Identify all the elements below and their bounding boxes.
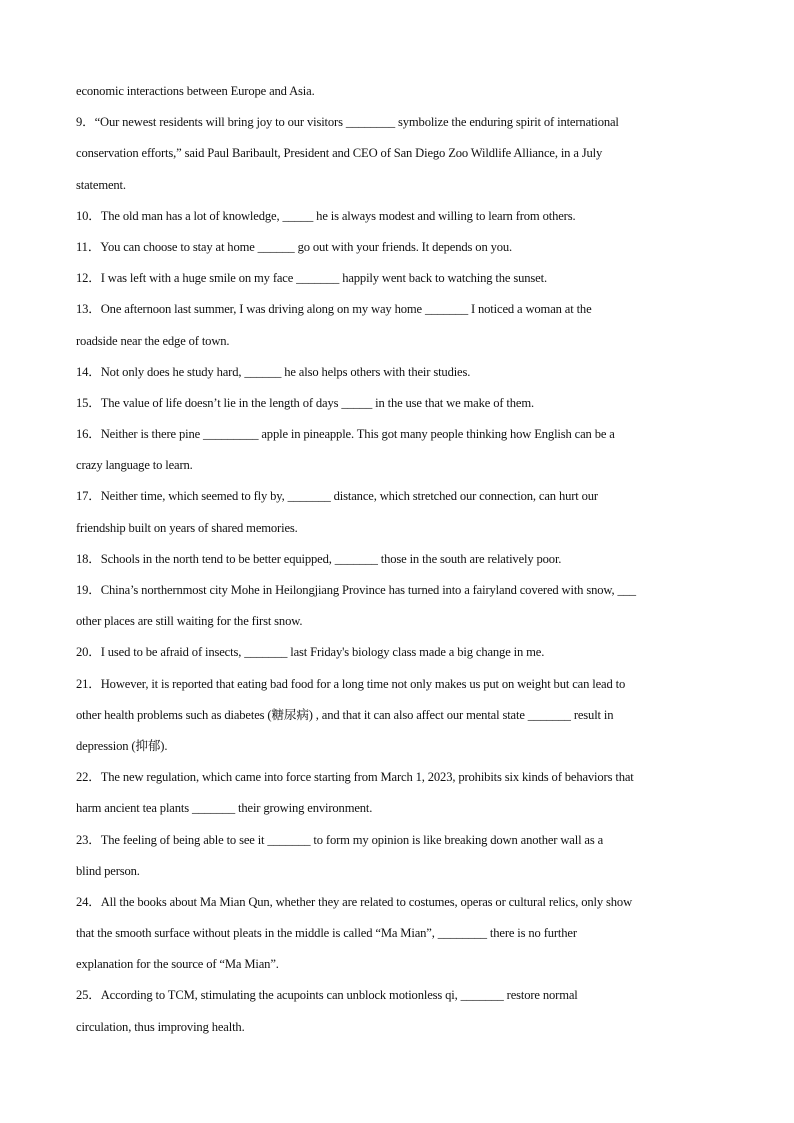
text-line: depression (抑郁). bbox=[76, 738, 168, 753]
text-line: friendship built on years of shared memories. bbox=[76, 520, 298, 535]
text-line: roadside near the edge of town. bbox=[76, 333, 230, 348]
text-line: statement. bbox=[76, 177, 126, 192]
question-20: 20．I used to be afraid of insects, _______ last Friday's biology class made a big change in me. bbox=[76, 645, 545, 660]
question-17: 17．Neither time, which seemed to fly by, _______ distance, which stretched our connection, can hurt our bbox=[76, 489, 598, 504]
question-15: 15．The value of life doesn’t lie in the length of days _____ in the use that we make of them. bbox=[76, 395, 534, 410]
question-12: 12．I was left with a huge smile on my face _______ happily went back to watching the sunset. bbox=[76, 271, 547, 286]
question-22: 22．The new regulation, which came into force starting from March 1, 2023, prohibits six kinds of behaviors that bbox=[76, 770, 634, 785]
text-line: crazy language to learn. bbox=[76, 458, 193, 473]
text-line: explanation for the source of “Ma Mian”. bbox=[76, 957, 279, 972]
question-25: 25．According to TCM, stimulating the acupoints can unblock motionless qi, _______ restore normal bbox=[76, 988, 578, 1003]
text-line: other places are still waiting for the first snow. bbox=[76, 614, 303, 629]
question-19: 19．China’s northernmost city Mohe in Heilongjiang Province has turned into a fairyland covered with snow, ___ bbox=[76, 583, 636, 597]
text-line: harm ancient tea plants _______ their growing environment. bbox=[76, 801, 373, 816]
question-14: 14．Not only does he study hard, ______ he also helps others with their studies. bbox=[76, 364, 471, 379]
question-10: 10．The old man has a lot of knowledge, _____ he is always modest and willing to learn from others. bbox=[76, 208, 576, 223]
question-18: 18．Schools in the north tend to be better equipped, _______ those in the south are relatively poor. bbox=[76, 551, 562, 566]
question-13: 13．One afternoon last summer, I was driving along on my way home _______ I noticed a woman at the bbox=[76, 302, 592, 317]
text-line: conservation efforts,” said Paul Baribault, President and CEO of San Diego Zoo Wildlife Alliance, in a July bbox=[76, 146, 603, 161]
text-line: that the smooth surface without pleats in the middle is called “Ma Mian”, ________ there is no further bbox=[76, 926, 577, 941]
question-24: 24．All the books about Ma Mian Qun, whether they are related to costumes, operas or cultural relics, only show bbox=[76, 894, 633, 909]
question-21: 21．However, it is reported that eating bad food for a long time not only makes us put on weight but can lead to bbox=[76, 676, 626, 691]
text-line: other health problems such as diabetes (糖尿病) , and that it can also affect our mental state _______ result in bbox=[76, 707, 614, 722]
question-16: 16．Neither is there pine _________ apple in pineapple. This got many people thinking how English can be a bbox=[76, 427, 615, 442]
worksheet-page bbox=[76, 76, 720, 1043]
question-11: 11．You can choose to stay at home ______ go out with your friends. It depends on you. bbox=[76, 239, 513, 254]
question-9: 9．“Our newest residents will bring joy to our visitors ________ symbolize the enduring spirit of international bbox=[76, 115, 619, 130]
text-line: circulation, thus improving health. bbox=[76, 1019, 245, 1034]
question-23: 23．The feeling of being able to see it _______ to form my opinion is like breaking down another wall as a bbox=[76, 832, 604, 847]
text-line: blind person. bbox=[76, 863, 140, 878]
text-line: economic interactions between Europe and Asia. bbox=[76, 84, 315, 98]
